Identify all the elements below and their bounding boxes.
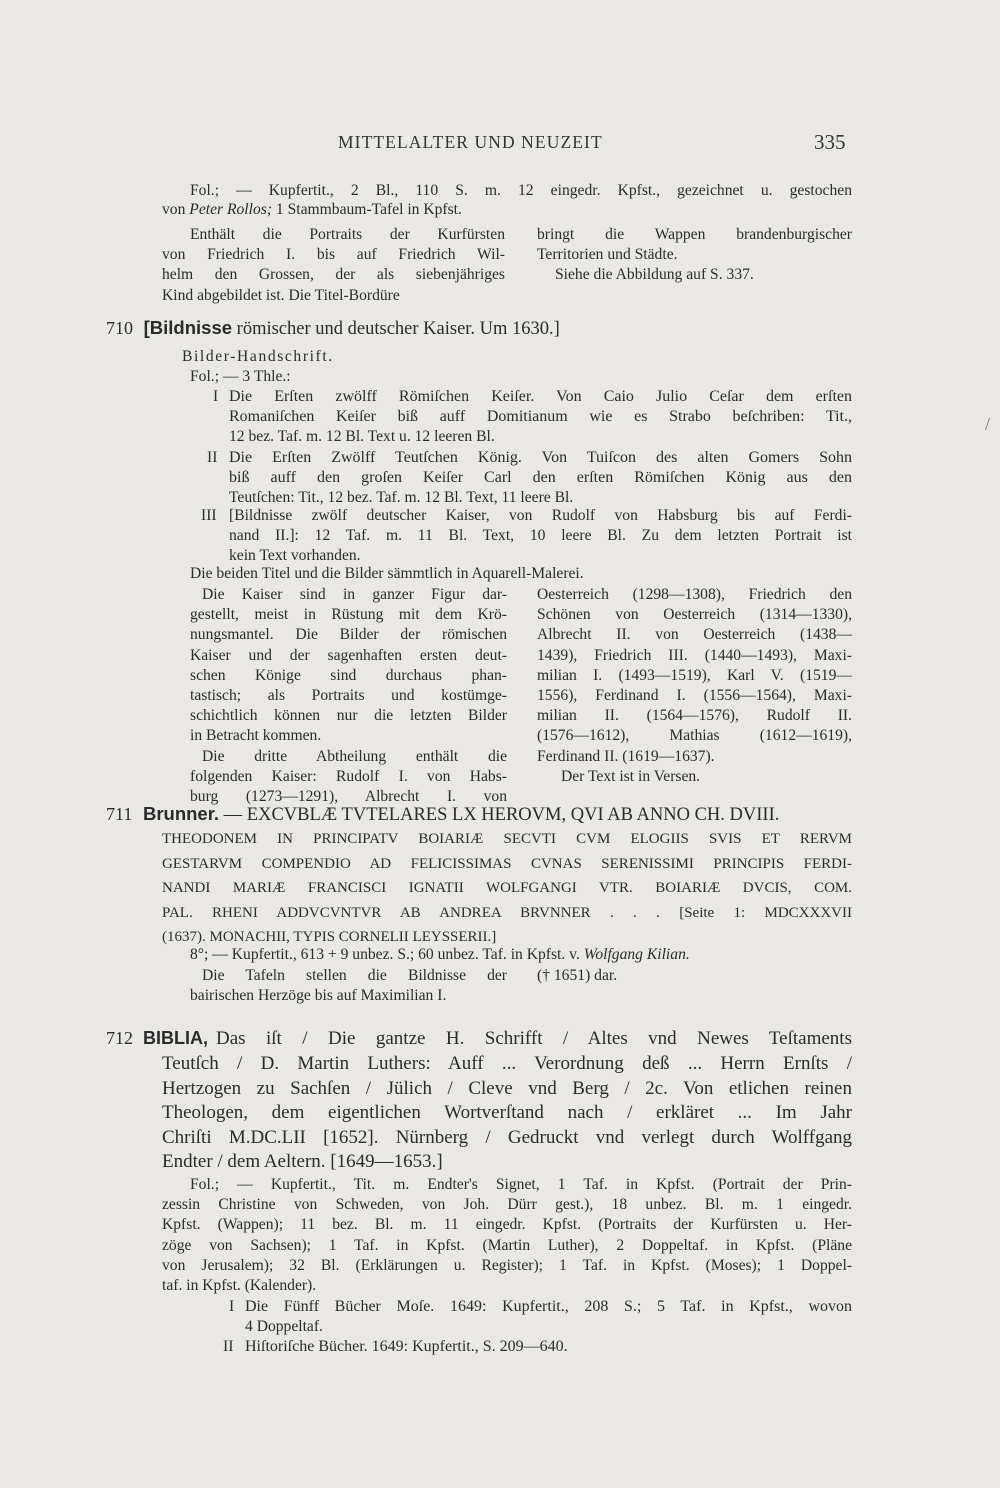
- note-line: 1439), Friedrich III. (1440—1493), Maxi-: [537, 646, 852, 664]
- part-number: I: [229, 1298, 235, 1315]
- entry-709-note-left: [162, 225, 505, 306]
- entry-title-line: GESTARVM COMPENDIO AD FELICISSIMAS CVNAS SERENISSIMI PRINCIPIS FERDI-: [162, 855, 852, 872]
- entry-title: römischer und deutscher Kaiser. Um 1630.]: [232, 319, 560, 339]
- entry-710-part-iii: [201, 506, 852, 567]
- collation-text: von: [162, 201, 190, 218]
- part-number: II: [207, 449, 218, 466]
- note-line: Die dritte Abtheilung enthält die: [202, 747, 507, 765]
- part-number: I: [213, 388, 219, 405]
- entry-author: Brunner.: [142, 803, 220, 824]
- note-line: Kind abgebildet ist. Die Titel-Bordüre: [162, 286, 400, 304]
- entry-711-note-left: [190, 966, 507, 1006]
- entry-title-line: Theologen, dem eigentlichen Wortverſtand nach / erkläret ... Im Jahr: [162, 1102, 852, 1124]
- entry-710-subtitle: Bilder-Handschrift.: [182, 348, 334, 365]
- entry-710-note-right: [537, 585, 852, 787]
- entry-712-part-ii: [223, 1337, 852, 1357]
- part-number: II: [223, 1338, 234, 1355]
- note-line: Enthält die Portraits der Kurfürsten: [190, 226, 505, 243]
- note-line: Siehe die Abbildung auf S. 337.: [555, 266, 754, 284]
- engraver-name: Wolfgang Kilian.: [583, 946, 690, 963]
- part-line: Die Erſten Zwölff Teutſchen König. Von Tuiſcon des alten Gomers Sohn: [229, 449, 852, 466]
- note-line: burg (1273—1291), Albrecht I. von: [190, 787, 507, 805]
- collation-line: taf. in Kpfst. (Kalender).: [162, 1276, 317, 1294]
- entry-title-line: (1637). MONACHII, TYPIS CORNELII LEYSSERII.]: [162, 929, 497, 945]
- entry-711-note-right: [537, 966, 737, 986]
- note-line: milian I. (1493—1519), Karl V. (1519—: [537, 666, 852, 684]
- note-line: Albrecht II. von Oesterreich (1438—: [537, 626, 852, 644]
- entry-number: 710: [106, 318, 133, 338]
- collation-text: 8°; — Kupfertit., 613 + 9 unbez. S.; 60 unbez. Taf. in Kpfst. v.: [190, 946, 584, 963]
- collation-line: Fol.; — Kupfertit., Tit. m. Endter's Signet, 1 Taf. in Kpfst. (Portrait der Prin-: [190, 1176, 852, 1193]
- note-line: († 1651) dar.: [537, 967, 618, 984]
- entry-title-line: Hertzogen zu Sachſen / Jülich / Cleve vnd Berg / 2c. Von etlichen reinen: [162, 1077, 852, 1099]
- collation-line: zöge von Sachsen); 1 Taf. in Kpfst. (Martin Luther), 2 Doppeltaf. in Kpfst. (Pläne: [162, 1236, 852, 1254]
- note-line: Ferdinand II. (1619—1637).: [537, 747, 715, 765]
- part-line: Romaniſchen Keiſer biß auff Domitianum wie es Strabo beſchriben: Tit.,: [229, 408, 852, 426]
- note-line: von Friedrich I. bis auf Friedrich Wil-: [162, 246, 505, 264]
- entry-number: 712: [106, 1028, 133, 1048]
- part-line: kein Text vorhanden.: [229, 547, 361, 565]
- note-line: Schönen von Oesterreich (1314—1330),: [537, 606, 852, 624]
- note-line: helm den Grossen, der als siebenjähriges: [162, 266, 505, 284]
- note-line: Oesterreich (1298—1308), Friedrich den: [537, 586, 852, 603]
- margin-pencil-mark: /: [985, 414, 991, 434]
- entry-711-title: [162, 827, 852, 950]
- note-line: folgenden Kaiser: Rudolf I. von Habs-: [190, 767, 507, 785]
- entry-number: 711: [106, 804, 133, 824]
- page-number: 335: [814, 130, 846, 154]
- entry-title-line: — EXCVBLÆ TVTELARES LX HEROVM, QVI AB ANNO CH. DVIII.: [223, 805, 780, 825]
- entry-title-line: Chriſti M.DC.LII [1652]. Nürnberg / Gedruckt vnd verlegt durch Wolffgang: [162, 1126, 852, 1148]
- entry-title-line: THEODONEM IN PRINCIPATV BOIARIÆ SECVTI CVM ELOGIIS SVIS ET RERVM: [162, 831, 852, 847]
- entry-title-line: NANDI MARIÆ FRANCISCI IGNATII WOLFGANGI VTR. BOIARIÆ DVCIS, COM.: [162, 880, 852, 896]
- note-line: (1576—1612), Mathias (1612—1619),: [537, 727, 852, 745]
- note-line: Die Tafeln stellen die Bildnisse der: [202, 967, 507, 984]
- part-line: Hiſtoriſche Bücher. 1649: Kupfertit., S. 209—640.: [245, 1338, 568, 1355]
- note-line: gestellt, meist in Rüstung mit dem Krö-: [190, 606, 507, 624]
- note-line: bairischen Herzöge bis auf Maximilian I.: [190, 987, 447, 1005]
- entry-title-line: Endter / dem Aeltern. [1649—1653.]: [162, 1151, 443, 1173]
- entry-710-note-left: [190, 585, 507, 807]
- entry-711-heading: [106, 802, 779, 827]
- part-line: nand II.]: 12 Taf. m. 11 Bl. Text, 10 leere Bl. Zu dem letzten Portrait ist: [229, 527, 852, 545]
- note-line: schichtlich können nur die letzten Bilder: [190, 707, 507, 725]
- note-line: 1556), Ferdinand I. (1556—1564), Maxi-: [537, 686, 852, 704]
- note-line: tastisch; als Portraits und kostümge-: [190, 686, 507, 704]
- entry-711-collation: [190, 945, 852, 965]
- entry-712-collation: [162, 1175, 852, 1296]
- entry-710-heading: [106, 316, 560, 341]
- part-line: Die Erſten zwölff Römiſchen Keiſer. Von Caio Julio Ceſar dem erſten: [229, 388, 852, 405]
- running-head: MITTELALTER UND NEUZEIT: [338, 132, 603, 152]
- entry-title-line: Das iſt / Die gantze H. Schrifft / Altes vnd Newes Teſtaments: [216, 1028, 852, 1049]
- entry-710-part-ii: [207, 448, 852, 509]
- entry-712-title: [162, 1051, 852, 1174]
- entry-712-part-i: [229, 1297, 852, 1337]
- note-line: schen Könige sind durchaus phan-: [190, 666, 507, 684]
- engraver-name: Peter Rollos;: [189, 201, 273, 218]
- entry-title-bold: [Bildnisse: [143, 317, 233, 338]
- note-line: nungsmantel. Die Bilder der römischen: [190, 626, 507, 644]
- entry-title-line: PAL. RHENI ADDVCVNTVR AB ANDREA BRVNNER . . . [Seite 1: MDCXXXVII: [162, 904, 852, 921]
- collation-line: Fol.; — Kupfertit., 2 Bl., 110 S. m. 12 eingedr. Kpfst., gezeichnet u. gestochen: [190, 182, 852, 199]
- entry-title-line: Teutſch / D. Martin Luthers: Auff ... Verordnung deß ... Herrn Ernſts /: [162, 1053, 852, 1074]
- part-line: Die Fünff Bücher Moſe. 1649: Kupfertit., 208 S.; 5 Taf. in Kpfst., wovon: [245, 1298, 852, 1315]
- part-number: III: [201, 507, 217, 524]
- part-line: biß auff den groſen Keiſer Carl den erſten Römiſchen König aus den: [229, 469, 852, 487]
- note-line: in Betracht kommen.: [190, 727, 322, 745]
- part-line: [Bildnisse zwölf deutscher Kaiser, von Rudolf von Habsburg bis auf Ferdi-: [229, 507, 852, 524]
- entry-710-note: Die beiden Titel und die Bilder sämmtlich in Aquarell-Malerei.: [190, 565, 584, 582]
- entry-710-format: Fol.; — 3 Thle.:: [190, 368, 291, 385]
- note-line: milian II. (1564—1576), Rudolf II.: [537, 707, 852, 725]
- note-line: Territorien und Städte.: [537, 246, 678, 264]
- part-line: 12 bez. Taf. m. 12 Bl. Text u. 12 leeren Bl.: [229, 428, 495, 446]
- note-line: Kaiser und der sagenhaften ersten deut-: [190, 646, 507, 664]
- entry-title-bold: BIBLIA,: [143, 1028, 208, 1048]
- note-line: bringt die Wappen brandenburgischer: [537, 226, 852, 243]
- collation-line: zessin Christine von Schweden, von Joh. Dürr gest.), 18 unbez. Bl. m. 1 eingedr.: [162, 1196, 852, 1214]
- entry-712-heading: [106, 1026, 852, 1051]
- part-line: Teutſchen: Tit., 12 bez. Taf. m. 12 Bl. Text, 11 leere Bl.: [229, 489, 574, 507]
- entry-710-part-i: [213, 387, 852, 448]
- note-line: Die Kaiser sind in ganzer Figur dar-: [202, 586, 507, 603]
- part-line: 4 Doppeltaf.: [245, 1318, 323, 1336]
- entry-709-note-right: [537, 225, 852, 286]
- collation-line: Kpfst. (Wappen); 11 bez. Bl. m. 11 eingedr. Kpfst. (Portraits der Kurfürsten u. Her-: [162, 1216, 852, 1234]
- collation-line: von Jerusalem); 32 Bl. (Erklärungen u. Register); 1 Taf. in Kpfst. (Moses); 1 Doppel-: [162, 1256, 852, 1274]
- collation-text: 1 Stammbaum-Tafel in Kpfst.: [272, 201, 462, 218]
- note-line: Der Text ist in Versen.: [561, 767, 701, 785]
